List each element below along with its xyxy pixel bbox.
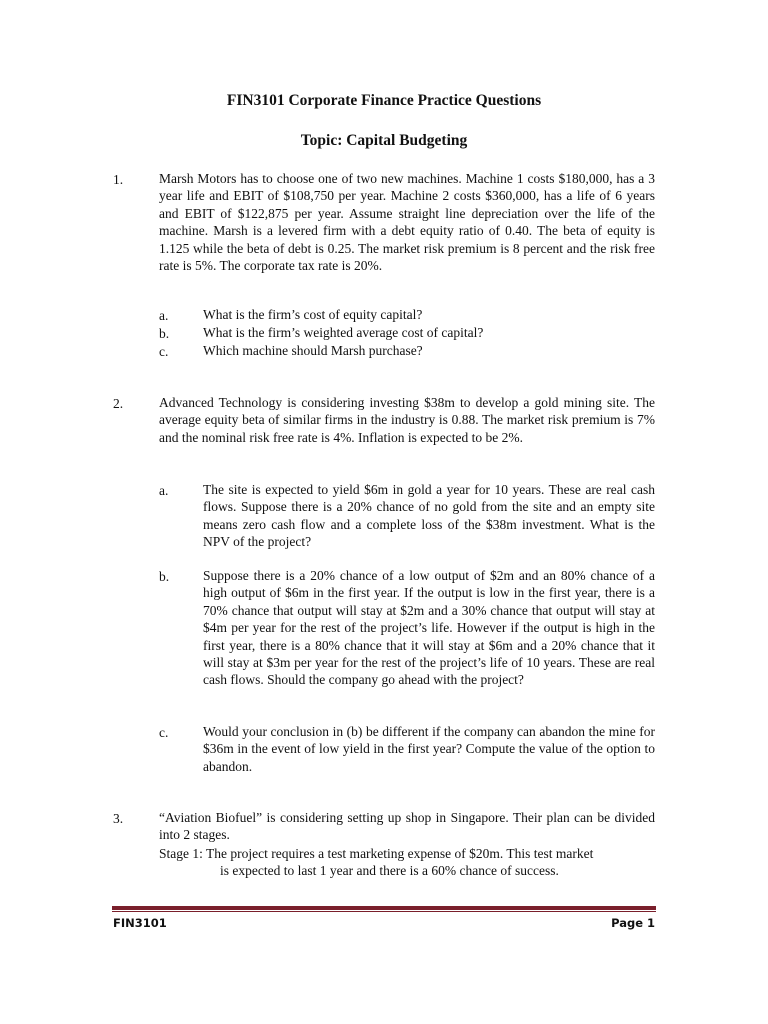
part-letter: b. (159, 569, 170, 584)
question-number: 1. (113, 172, 124, 187)
stage-1-text: Stage 1: The project requires a test marketing expense of $20m. This test market (159, 846, 594, 861)
footer-course-code: FIN3101 (113, 916, 167, 930)
part-letter: b. (159, 326, 170, 341)
part-letter: a. (159, 483, 169, 498)
topic-heading: Topic: Capital Budgeting (300, 132, 468, 149)
stage-1-continuation: is expected to last 1 year and there is a 60% chance of success. (220, 863, 559, 878)
question-text: “Aviation Biofuel” is considering setting up shop in Singapore. Their plan can be divided into 2 stages. (159, 810, 655, 843)
question-text: Advanced Technology is considering investing $38m to develop a gold mining site. The average equity beta of similar firms in the industry is 0.88. The market risk premium is 7% and the nominal risk free rate is 4%. Inflation is expected to be 2%. (159, 395, 655, 445)
part-letter: a. (159, 308, 169, 323)
part-text: Which machine should Marsh purchase? (203, 343, 423, 358)
part-text: Suppose there is a 20% chance of a low output of $2m and an 80% chance of a high output of $6m in the first year. If the output is low in the first year, there is a 70% chance that output will stay at $2m and a 30% chance that output will stay at $4m per year for the rest of the project’s life. However if the output is high in the first year, there is a 80% chance that it will stay at $6m and a 20% chance that it will stay at $3m per year for the rest of the project’s life of 10 years. These are real cash flows. Should the company go ahead with the project? (203, 568, 655, 688)
document-title: FIN3101 Corporate Finance Practice Questions (226, 92, 542, 109)
part-letter: c. (159, 725, 169, 740)
question-number: 2. (113, 396, 124, 411)
footer-page-number: Page 1 (611, 916, 655, 930)
part-letter: c. (159, 344, 169, 359)
part-text: What is the firm’s cost of equity capital? (203, 307, 423, 322)
question-number: 3. (113, 811, 124, 826)
part-text: What is the firm’s weighted average cost of capital? (203, 325, 484, 340)
footer-rule (112, 906, 656, 910)
part-text: The site is expected to yield $6m in gold a year for 10 years. These are real cash flows. Suppose there is a 20% chance of no gold from the site and an empty site means zero cash flow and a complete loss of the $38m investment. What is the NPV of the project? (203, 482, 655, 550)
part-text: Would your conclusion in (b) be different if the company can abandon the mine for $36m in the event of low yield in the first year? Compute the value of the option to abandon. (203, 724, 655, 774)
question-text: Marsh Motors has to choose one of two new machines. Machine 1 costs $180,000, has a 3 year life and EBIT of $108,750 per year. Machine 2 costs $360,000, has a life of 6 years and EBIT of $122,875 per year. Assume straight line depreciation over the life of the machine. Marsh is a levered firm with a debt equity ratio of 0.40. The beta of equity is 1.125 while the beta of debt is 0.25. The market risk premium is 8 percent and the risk free rate is 5%. The corporate tax rate is 20%. (159, 171, 655, 274)
footer-rule-thin (112, 911, 656, 912)
